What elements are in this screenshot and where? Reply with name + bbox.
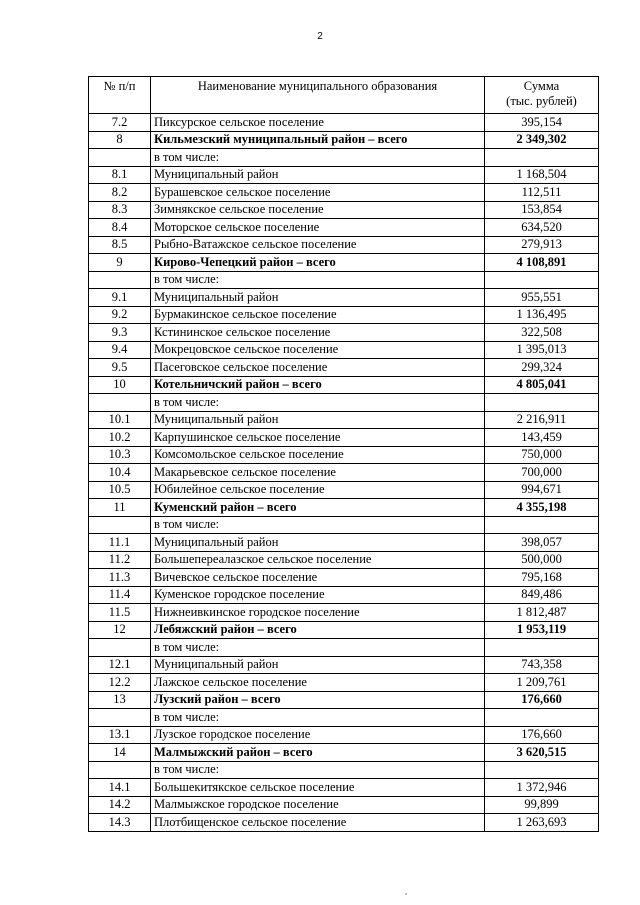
- row-name: Моторское сельское поселение: [151, 219, 485, 237]
- row-sum: 99,899: [485, 796, 599, 814]
- table-row-total: [89, 254, 599, 272]
- row-sum: 795,168: [485, 569, 599, 587]
- row-sum: 849,486: [485, 586, 599, 604]
- row-number: 12.1: [89, 656, 151, 674]
- table-row: [89, 726, 599, 744]
- row-name: в том числе:: [151, 149, 485, 167]
- row-sum: 1 263,693: [485, 814, 599, 832]
- row-sum: 2 216,911: [485, 411, 599, 429]
- row-name: Макарьевское сельское поселение: [151, 464, 485, 482]
- table-row: [89, 534, 599, 552]
- table-row: [89, 219, 599, 237]
- table-row: [89, 639, 599, 657]
- row-name: в том числе:: [151, 271, 485, 289]
- table-row: [89, 464, 599, 482]
- row-name: Лузский район – всего: [151, 691, 485, 709]
- header-number: № п/п: [89, 77, 151, 114]
- row-name: Зимнякское сельское поселение: [151, 201, 485, 219]
- table-row-total: [89, 131, 599, 149]
- row-sum: [485, 394, 599, 412]
- row-sum: [485, 639, 599, 657]
- row-number: 8.4: [89, 219, 151, 237]
- row-name: Плотбищенское сельское поселение: [151, 814, 485, 832]
- table-row: [89, 306, 599, 324]
- table-row: [89, 656, 599, 674]
- row-name: Котельничский район – всего: [151, 376, 485, 394]
- row-sum: 176,660: [485, 726, 599, 744]
- page-number: 2: [317, 31, 323, 42]
- row-number: 14.1: [89, 779, 151, 797]
- row-sum: 398,057: [485, 534, 599, 552]
- row-sum: 176,660: [485, 691, 599, 709]
- row-number: 10.5: [89, 481, 151, 499]
- scan-speck: [405, 893, 407, 895]
- row-name: Лебяжский район – всего: [151, 621, 485, 639]
- row-number: [89, 639, 151, 657]
- row-sum: 634,520: [485, 219, 599, 237]
- row-name: в том числе:: [151, 516, 485, 534]
- row-number: 9.1: [89, 289, 151, 307]
- row-number: 8: [89, 131, 151, 149]
- table-row: [89, 341, 599, 359]
- row-number: [89, 709, 151, 727]
- row-sum: 1 209,761: [485, 674, 599, 692]
- row-name: в том числе:: [151, 394, 485, 412]
- row-name: Муниципальный район: [151, 411, 485, 429]
- row-name: Кстининское сельское поселение: [151, 324, 485, 342]
- row-name: Куменский район – всего: [151, 499, 485, 517]
- row-name: Юбилейное сельское поселение: [151, 481, 485, 499]
- row-number: [89, 761, 151, 779]
- row-number: 11: [89, 499, 151, 517]
- row-name: Большекитякское сельское поселение: [151, 779, 485, 797]
- row-number: 10.3: [89, 446, 151, 464]
- table-row: [89, 289, 599, 307]
- row-sum: 143,459: [485, 429, 599, 447]
- row-sum: [485, 149, 599, 167]
- table-row-total: [89, 376, 599, 394]
- row-number: 11.1: [89, 534, 151, 552]
- row-sum: 743,358: [485, 656, 599, 674]
- table-row: [89, 446, 599, 464]
- table-row-total: [89, 691, 599, 709]
- table-row: [89, 779, 599, 797]
- row-name: Куменское городское поселение: [151, 586, 485, 604]
- row-sum: 955,551: [485, 289, 599, 307]
- row-sum: 994,671: [485, 481, 599, 499]
- table-row: [89, 814, 599, 832]
- table-row: [89, 569, 599, 587]
- row-name: Пасеговское сельское поселение: [151, 359, 485, 377]
- row-sum: 700,000: [485, 464, 599, 482]
- row-name: Карпушинское сельское поселение: [151, 429, 485, 447]
- row-number: 9.2: [89, 306, 151, 324]
- row-number: 12.2: [89, 674, 151, 692]
- row-sum: [485, 761, 599, 779]
- row-sum: 112,511: [485, 184, 599, 202]
- table-row: [89, 184, 599, 202]
- row-sum: [485, 516, 599, 534]
- header-sum: [485, 77, 599, 114]
- table-body: [89, 114, 599, 832]
- row-sum: 1 136,495: [485, 306, 599, 324]
- row-number: [89, 271, 151, 289]
- header-name: Наименование муниципального образования: [151, 77, 485, 114]
- row-sum: 4 355,198: [485, 499, 599, 517]
- row-number: 10.2: [89, 429, 151, 447]
- row-number: 9: [89, 254, 151, 272]
- row-number: 11.2: [89, 551, 151, 569]
- row-sum: 4 805,041: [485, 376, 599, 394]
- row-name: в том числе:: [151, 639, 485, 657]
- table-row-total: [89, 744, 599, 762]
- header-sum-unit: (тыс. рублей): [506, 94, 577, 108]
- row-name: Муниципальный район: [151, 656, 485, 674]
- table-row-total: [89, 621, 599, 639]
- row-number: 10.4: [89, 464, 151, 482]
- row-sum: 500,000: [485, 551, 599, 569]
- row-name: Пиксурское сельское поселение: [151, 114, 485, 132]
- row-name: Муниципальный район: [151, 289, 485, 307]
- row-number: 8.3: [89, 201, 151, 219]
- row-sum: 1 372,946: [485, 779, 599, 797]
- table-row: [89, 551, 599, 569]
- row-sum: 299,324: [485, 359, 599, 377]
- row-sum: 1 395,013: [485, 341, 599, 359]
- row-number: [89, 394, 151, 412]
- table-row: [89, 761, 599, 779]
- row-number: 13: [89, 691, 151, 709]
- row-name: Комсомольское сельское поселение: [151, 446, 485, 464]
- row-number: 11.5: [89, 604, 151, 622]
- row-name: Муниципальный район: [151, 534, 485, 552]
- row-sum: [485, 709, 599, 727]
- row-name: Малмыжский район – всего: [151, 744, 485, 762]
- row-number: 11.4: [89, 586, 151, 604]
- row-name: Бурмакинское сельское поселение: [151, 306, 485, 324]
- row-name: Большепереалазское сельское поселение: [151, 551, 485, 569]
- table-header-row: [89, 77, 599, 114]
- row-number: 14.3: [89, 814, 151, 832]
- row-number: 14: [89, 744, 151, 762]
- row-number: 9.4: [89, 341, 151, 359]
- row-sum: [485, 271, 599, 289]
- row-number: 8.5: [89, 236, 151, 254]
- table-row: [89, 429, 599, 447]
- table-row: [89, 359, 599, 377]
- row-number: 7.2: [89, 114, 151, 132]
- row-sum: 1 953,119: [485, 621, 599, 639]
- row-name: Мокрецовское сельское поселение: [151, 341, 485, 359]
- table-row: [89, 604, 599, 622]
- row-sum: 279,913: [485, 236, 599, 254]
- row-number: [89, 516, 151, 534]
- table-row: [89, 166, 599, 184]
- table-row: [89, 481, 599, 499]
- row-number: 8.2: [89, 184, 151, 202]
- row-number: 10.1: [89, 411, 151, 429]
- row-name: Нижнеивкинское городское поселение: [151, 604, 485, 622]
- row-number: 10: [89, 376, 151, 394]
- row-sum: 2 349,302: [485, 131, 599, 149]
- table-row: [89, 236, 599, 254]
- row-number: [89, 149, 151, 167]
- table-row: [89, 674, 599, 692]
- row-sum: 1 812,487: [485, 604, 599, 622]
- row-name: в том числе:: [151, 709, 485, 727]
- budget-table: [88, 76, 599, 832]
- table-row: [89, 201, 599, 219]
- table-row: [89, 394, 599, 412]
- row-name: в том числе:: [151, 761, 485, 779]
- row-sum: 750,000: [485, 446, 599, 464]
- row-name: Лажское сельское поселение: [151, 674, 485, 692]
- row-name: Рыбно-Ватажское сельское поселение: [151, 236, 485, 254]
- row-sum: 4 108,891: [485, 254, 599, 272]
- row-sum: 3 620,515: [485, 744, 599, 762]
- row-number: 12: [89, 621, 151, 639]
- row-sum: 1 168,504: [485, 166, 599, 184]
- row-number: 9.3: [89, 324, 151, 342]
- row-number: 8.1: [89, 166, 151, 184]
- table-row: [89, 114, 599, 132]
- header-sum-title: Сумма: [523, 79, 560, 93]
- row-name: Кильмезский муниципальный район – всего: [151, 131, 485, 149]
- row-name: Муниципальный район: [151, 166, 485, 184]
- row-sum: 395,154: [485, 114, 599, 132]
- table-row: [89, 411, 599, 429]
- row-name: Лузское городское поселение: [151, 726, 485, 744]
- table-row: [89, 271, 599, 289]
- row-number: 13.1: [89, 726, 151, 744]
- row-sum: 153,854: [485, 201, 599, 219]
- table-row: [89, 149, 599, 167]
- row-number: 11.3: [89, 569, 151, 587]
- row-name: Бурашевское сельское поселение: [151, 184, 485, 202]
- row-name: Малмыжское городское поселение: [151, 796, 485, 814]
- row-number: 14.2: [89, 796, 151, 814]
- row-name: Кирово-Чепецкий район – всего: [151, 254, 485, 272]
- table-row: [89, 796, 599, 814]
- table-row: [89, 586, 599, 604]
- row-sum: 322,508: [485, 324, 599, 342]
- table-row: [89, 516, 599, 534]
- row-number: 9.5: [89, 359, 151, 377]
- table-row: [89, 709, 599, 727]
- row-name: Вичевское сельское поселение: [151, 569, 485, 587]
- table-row: [89, 324, 599, 342]
- table-row-total: [89, 499, 599, 517]
